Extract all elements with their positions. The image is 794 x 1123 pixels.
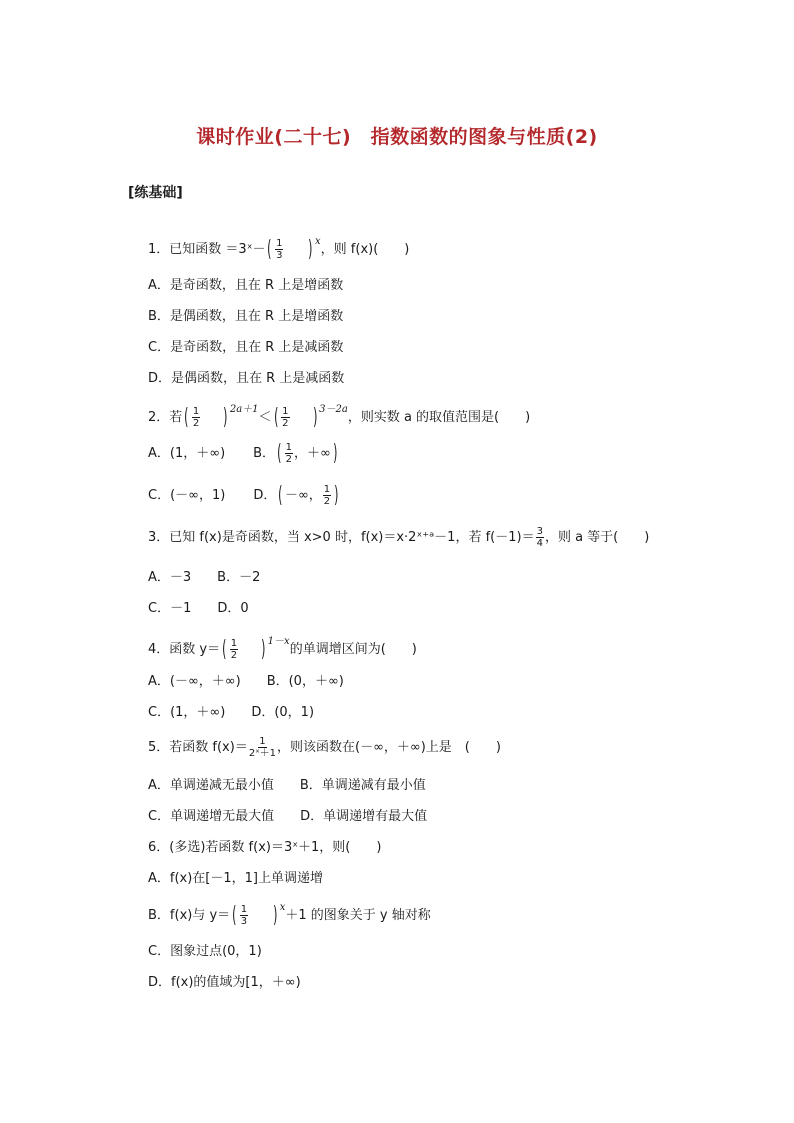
section-heading: [练基础] <box>128 185 183 201</box>
question-6-option-d: D．f(x)的值域为[1，＋∞) <box>148 975 301 990</box>
question-6-option-b: B．f(x)与 y＝( $\frac{1}{3}$ ) $^x$＋1 的图象关于 y 轴对称 <box>148 902 431 928</box>
page-title: 课时作业(二十七) 指数函数的图象与性质(2) <box>196 126 598 148</box>
question-2-stem: 2．若( $\frac{1}{2}$ ) $^{2a+1}$＜( $\frac{1}{2}$ ) $^{3-2a}$，则实数 a 的取值范围是( ) <box>148 404 531 430</box>
question-4-options-cd: C．(1，＋∞) D．(0，1) <box>148 705 315 720</box>
question-3-options-cd: C．－1 D．0 <box>148 601 249 616</box>
question-4-stem: 4．函数 y＝( $\frac{1}{2}$ ) $^{1-x}$的单调增区间为( ) <box>148 636 417 662</box>
question-2-options-ab: A．(1，＋∞) B．( $\frac{1}{2}$ ，＋∞) <box>148 440 338 466</box>
question-6-option-a: A．f(x)在[－1，1]上单调递增 <box>148 871 323 886</box>
fraction: $\frac{1}{3}$ <box>276 238 283 261</box>
question-3-stem: 3．已知 f(x)是奇函数，当 x>0 时，f(x)＝x·2ˣ⁺ᵃ－1，若 f(－1)＝ $\frac{3}{4}$ ，则 a 等于( ) <box>148 526 650 549</box>
question-4-options-ab: A．(－∞，＋∞) B．(0，＋∞) <box>148 674 344 689</box>
question-1-option-a: A．是奇函数，且在 R 上是增函数 <box>148 278 344 293</box>
question-6-option-c: C．图象过点(0，1) <box>148 944 262 959</box>
question-2-options-cd: C．(－∞，1) D．( －∞， $\frac{1}{2}$ ) <box>148 482 339 508</box>
question-1-option-c: C．是奇函数，且在 R 上是减函数 <box>148 340 344 355</box>
question-5-options-cd: C．单调递增无最大值 D．单调递增有最大值 <box>148 809 428 824</box>
question-3-options-ab: A．－3 B．－2 <box>148 570 261 585</box>
question-1-option-b: B．是偶函数，且在 R 上是增函数 <box>148 309 344 324</box>
question-6-stem: 6．(多选)若函数 f(x)＝3ˣ＋1，则( ) <box>148 840 382 855</box>
question-5-options-ab: A．单调递减无最小值 B．单调递减有最小值 <box>148 778 426 793</box>
question-5-stem: 5．若函数 f(x)＝ $\frac{1}{\text{2ˣ＋1}}$ ，则该函数在(－∞，＋∞)上是 ( ) <box>148 736 501 759</box>
question-1-option-d: D．是偶函数，且在 R 上是减函数 <box>148 371 345 386</box>
question-1-stem: 1．已知函数 ＝3ˣ－( $\frac{1}{3}$ ) $^x$，则 f(x)( ) <box>148 236 410 262</box>
